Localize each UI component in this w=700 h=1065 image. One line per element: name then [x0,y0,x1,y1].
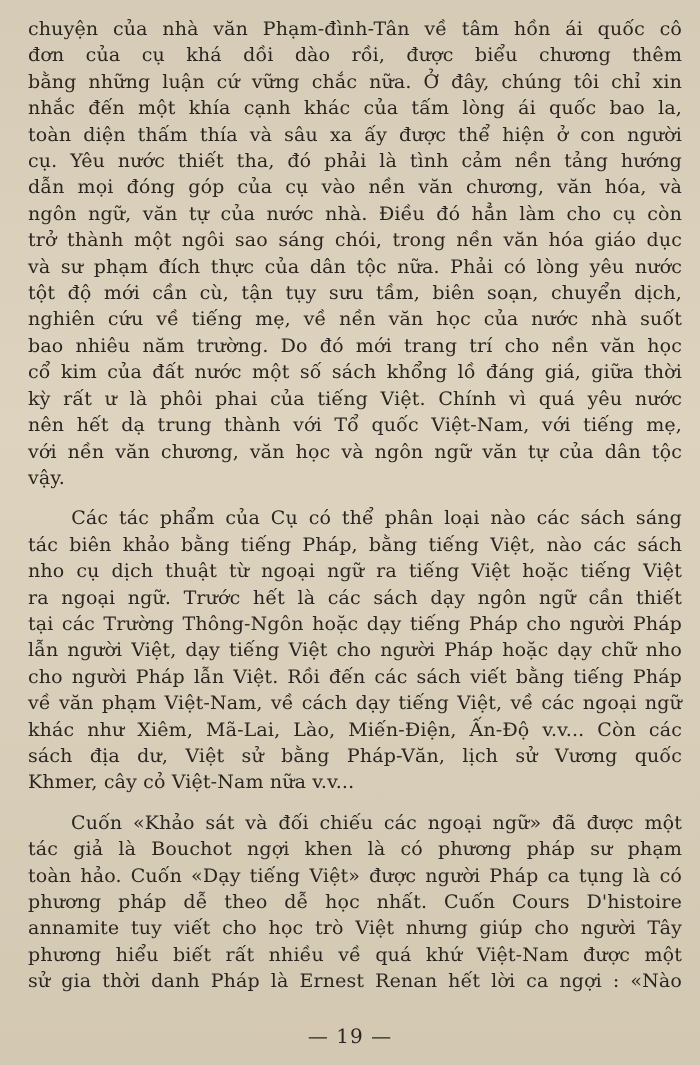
text-line: tác giả là Bouchot ngợi khen là có phương pháp sư phạm [28,838,682,861]
text-line: đơn của cụ khá dồi dào rồi, được biểu chương thêm [28,44,682,67]
text-line: chuyện của nhà văn Phạm-đình-Tân về tâm hồn ái quốc cô [28,18,682,40]
text-line: kỳ rất ư là phôi phai của tiếng Việt. Chính vì quá yêu nước [28,387,682,410]
paragraph-2 [28,505,682,795]
text-line: dẫn mọi đóng góp của cụ vào nền văn chương, văn hóa, và [28,176,682,199]
text-line: lẫn người Việt, dạy tiếng Việt cho người Pháp hoặc dạy chữ nho [28,639,682,662]
text-line: Các tác phẩm của Cụ có thể phân loại nào các sách sáng [28,507,682,530]
text-line: nên hết dạ trung thành với Tổ quốc Việt-Nam, với tiếng mẹ, [28,414,682,437]
paragraph-gap [28,796,682,810]
text-line: nhắc đến một khía cạnh khác của tấm lòng ái quốc bao la, [28,97,682,120]
text-line: bằng những luận cứ vững chắc nữa. Ở đây, chúng tôi chỉ xin [28,70,682,93]
text-line: ngôn ngữ, văn tự của nước nhà. Điều đó hẳn làm cho cụ còn [28,202,682,225]
text-line: với nền văn chương, văn học và ngôn ngữ văn tự của dân tộc [28,440,682,463]
text-line: nghiên cứu về tiếng mẹ, về nền văn học của nước nhà suốt [28,308,682,331]
text-line: nho cụ dịch thuật từ ngoại ngữ ra tiếng Việt hoặc tiếng Việt [28,560,682,583]
text-line: về văn phạm Việt-Nam, về cách dạy tiếng Việt, về các ngoại ngữ [28,692,682,715]
text-line: annamite tuy viết cho học trò Việt nhưng giúp cho người Tây [28,917,682,940]
text-line: toàn diện thấm thía và sâu xa ấy được thể hiện ở con người [28,123,682,146]
text-line: cổ kim của đất nước một số sách khổng lồ đáng giá, giữa thời [28,361,682,384]
paragraph-3 [28,810,682,995]
paragraph-1 [28,16,682,491]
text-line: phương hiểu biết rất nhiều về quá khứ Việt-Nam được một [28,943,682,966]
text-line: phương pháp dễ theo dễ học nhất. Cuốn Cours D'histoire [28,891,682,913]
text-line: tại các Trường Thông-Ngôn hoặc dạy tiếng Pháp cho người Pháp [28,612,682,635]
text-line: tột độ mới cần cù, tận tụy sưu tầm, biên soạn, chuyển dịch, [28,282,682,305]
text-line: ra ngoại ngữ. Trước hết là các sách dạy ngôn ngữ cần thiết [28,586,682,609]
text-line: trở thành một ngôi sao sáng chói, trong nền văn hóa giáo dục [28,229,682,252]
text-line: cho người Pháp lẫn Việt. Rồi đến các sách viết bằng tiếng Pháp [28,665,682,688]
paragraph-gap [28,491,682,505]
page-number: — 19 — [307,1024,393,1048]
text-line: sách địa dư, Việt sử bằng Pháp-Văn, lịch sử Vương quốc [28,744,682,767]
text-line: vậy. [28,466,65,489]
text-line: bao nhiêu năm trường. Do đó mới trang trí cho nền văn học [28,334,682,357]
text-line: khác như Xiêm, Mã-Lai, Lào, Miến-Điện, Ấn-Độ v.v... Còn các [28,718,682,741]
text-line: và sư phạm đích thực của dân tộc nữa. Phải có lòng yêu nước [28,255,682,278]
text-line: Khmer, cây cỏ Việt-Nam nữa v.v... [28,771,355,794]
text-line: cụ. Yêu nước thiết tha, đó phải là tình cảm nền tảng hướng [28,150,682,173]
text-line: tác biên khảo bằng tiếng Pháp, bằng tiếng Việt, nào các sách [28,533,682,556]
text-line: toàn hảo. Cuốn «Dạy tiếng Việt» được người Pháp ca tụng là có [28,864,682,887]
text-line: Cuốn «Khảo sát và đối chiếu các ngoại ngữ» đã được một [28,811,682,834]
text-line: sử gia thời danh Pháp là Ernest Renan hết lời ca ngợi : «Nào [28,970,682,993]
